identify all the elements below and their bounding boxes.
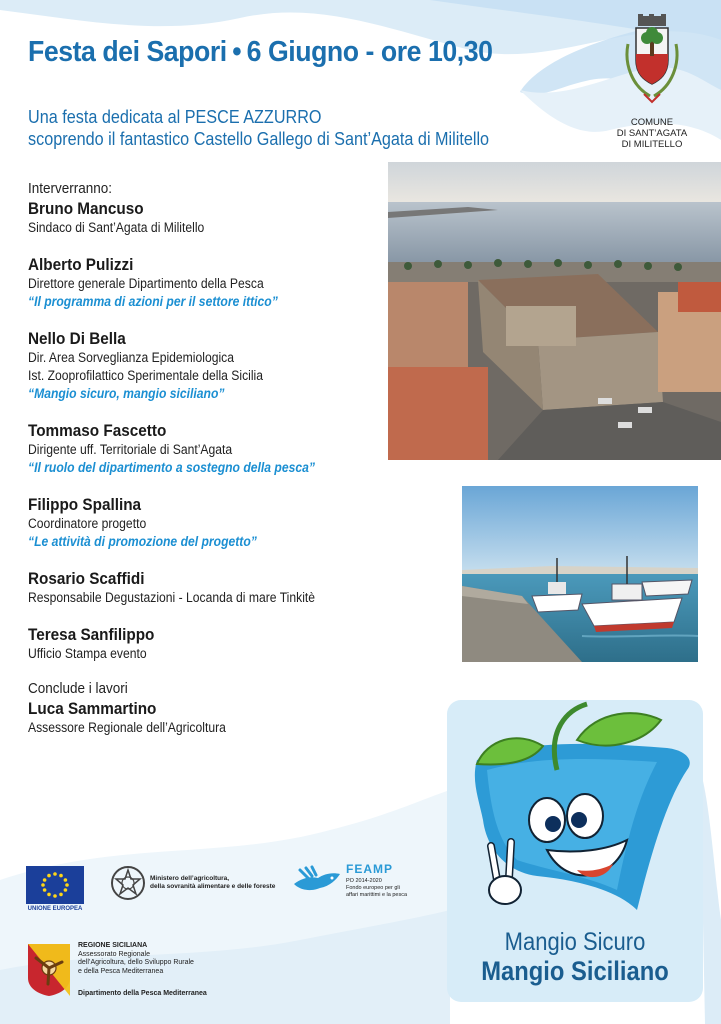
speaker-talk: “Il programma di azioni per il settore ittico” [28,294,278,309]
region-department: Dipartimento della Pesca Mediterranea [78,990,207,997]
speaker-block-7 [28,624,348,663]
speaker-name: Nello Di Bella [28,329,126,348]
feamp-line-3: affari marittimi e la pesca [346,892,408,898]
castle-aerial-photo [388,162,721,460]
regione-siciliana-emblem-icon [26,942,72,998]
title-separator: • [232,36,242,68]
speaker-name: Teresa Sanfilippo [28,625,155,644]
speaker-role: Dirigente uff. Territoriale di Sant’Agata [28,442,233,457]
region-name: REGIONE SICILIANA [78,942,148,949]
logo-line-1: Mangio Sicuro [504,928,646,956]
comune-line-3: DI MILITELLO [621,139,683,150]
top-wave-decoration [0,0,721,180]
region-label [78,942,194,976]
subtitle-line-1: Una festa dedicata al PESCE AZZURRO [28,107,322,127]
speaker-role: Responsabile Degustazioni - Locanda di mare Tinkitè [28,590,316,605]
closing-name: Luca Sammartino [28,699,157,718]
closing-block [28,680,348,737]
speaker-name: Bruno Mancuso [28,199,144,218]
speaker-talk: “Le attività di promozione del progetto” [28,534,257,549]
speaker-role-2: Ist. Zooprofilattico Sperimentale della Sicilia [28,368,264,383]
speaker-talk: “Il ruolo del dipartimento a sostegno della pesca” [28,460,315,475]
speaker-role: Coordinatore progetto [28,516,147,531]
comune-line-2: DI SANT’AGATA [616,128,688,139]
feamp-subtitle [346,878,456,899]
closing-intro: Conclude i lavori [28,680,128,697]
feamp-line-1: PO 2014-2020 [346,878,382,884]
speakers-intro: Interverranno: [28,180,113,197]
eu-label: UNIONE EUROPEA [27,906,83,912]
speaker-role: Sindaco di Sant’Agata di Militello [28,220,205,235]
event-date: 6 Giugno - ore 10,30 [246,36,493,68]
ministry-line-1: Ministero dell’agricoltura, [150,875,230,882]
partner-logos [26,860,446,920]
event-subtitle [28,106,489,150]
speakers-list [28,180,383,754]
speaker-name: Filippo Spallina [28,495,142,514]
comune-label [600,117,704,150]
comune-crest-icon [614,14,690,106]
sicily-mascot-icon [447,700,703,930]
ministry-line-2: della sovranità alimentare e delle foreste [150,883,276,890]
speaker-block-1 [28,180,348,237]
speaker-talk: “Mangio sicuro, mangio siciliano” [28,386,225,401]
speaker-name: Tommaso Fascetto [28,421,167,440]
speaker-block-2 [28,254,348,311]
speaker-name: Rosario Scaffidi [28,569,145,588]
speaker-role: Ufficio Stampa evento [28,646,147,661]
feamp-title: FEAMP [346,862,393,876]
eu-flag-icon [26,866,84,904]
subtitle-line-2: scoprendo il fantastico Castello Gallego di Sant’Agata di Militello [28,129,490,149]
feamp-line-2: Fondo europeo per gli [346,885,400,891]
event-title [28,36,492,69]
speaker-role: Direttore generale Dipartimento della Pesca [28,276,264,291]
region-line-1: Assessorato Regionale [78,950,150,958]
speaker-block-3 [28,328,348,403]
feamp-hand-fish-icon [292,864,342,896]
speaker-block-5 [28,494,348,551]
speaker-block-4 [28,420,348,477]
ministry-label [150,875,275,891]
logo-line-2: Mangio Siciliano [481,956,669,986]
harbor-boats-photo [462,486,698,662]
comune-line-1: COMUNE [630,117,674,128]
region-line-3: e della Pesca Mediterranea [78,967,164,975]
speaker-block-6 [28,568,348,607]
closing-role: Assessore Regionale dell’Agricoltura [28,720,226,735]
speaker-name: Alberto Pulizzi [28,255,134,274]
speaker-role: Dir. Area Sorveglianza Epidemiologica [28,350,234,365]
region-line-2: dell’Agricoltura, dello Sviluppo Rurale [78,959,194,966]
mangio-siciliano-logo [447,700,703,1002]
italian-republic-emblem-icon [110,864,146,902]
event-title-text: Festa dei Sapori [28,36,227,68]
